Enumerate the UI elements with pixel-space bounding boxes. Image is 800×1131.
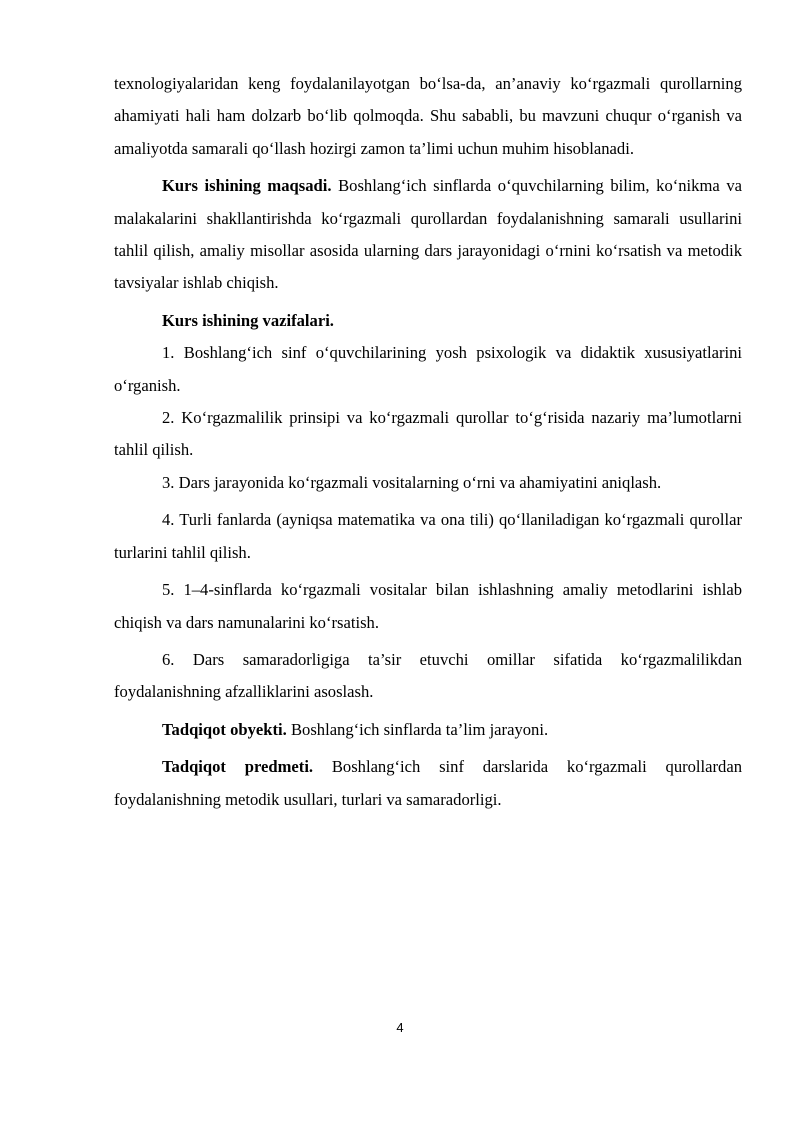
page-number: 4 — [396, 1020, 404, 1035]
task-item-1: 1. Boshlang‘ich sinf o‘quvchilarining yosh psixologik va didaktik xususiyatlarini o‘rganish. — [114, 343, 742, 395]
purpose-text: Boshlang‘ich sinflarda o‘quvchilarning bilim, ko‘nikma va malakalarini shakllantirishda ko‘rgazmali qurollardan foydalanishning samarali usullarini tahlil qilish, amaliy misollar asosida ularning dars jarayonidagi o‘rnini ko‘rsatish va metodik tavsiyalar ishlab chiqish. — [114, 176, 742, 293]
task-item-2: 2. Ko‘rgazmalilik prinsipi va ko‘rgazmali qurollar to‘g‘risida nazariy ma’lumotlarni tahlil qilish. — [114, 408, 742, 460]
page-body — [114, 68, 742, 816]
object-paragraph — [114, 714, 742, 746]
subject-paragraph — [114, 751, 742, 816]
purpose-paragraph — [114, 170, 742, 300]
subject-heading: Tadqiqot predmeti. — [162, 757, 314, 777]
object-heading: Tadqiqot obyekti. — [162, 719, 287, 739]
task-item-6: 6. Dars samaradorligiga ta’sir etuvchi omillar sifatida ko‘rgazmalilikdan foydalanishning afzalliklarini asoslash. — [114, 649, 742, 702]
intro-paragraph: texnologiyalaridan keng foydalanilayotgan bo‘lsa-da, an’anaviy ko‘rgazmali qurollarning ahamiyati hali ham dolzarb bo‘lib qolmoqda. Shu sababli, bu mavzuni chuqur o‘rganish va amaliyotda samarali qo‘llash hozirgi zamon ta’limi uchun muhim hisoblanadi. — [114, 74, 742, 158]
tasks-heading-text: Kurs ishining vazifalari. — [162, 310, 334, 330]
task-item-3: 3. Dars jarayonida ko‘rgazmali vositalarning o‘rni va ahamiyatini aniqlash. — [162, 472, 662, 492]
subject-text: Boshlang‘ich sinf darslarida ko‘rgazmali qurollardan foydalanishning metodik usullari, turlari va samaradorligi. — [114, 757, 743, 809]
tasks-heading — [114, 305, 742, 337]
purpose-heading: Kurs ishining maqsadi. — [162, 176, 332, 196]
task-item-4: 4. Turli fanlarda (ayniqsa matematika va ona tili) qo‘llaniladigan ko‘rgazmali qurollar turlarini tahlil qilish. — [114, 510, 742, 562]
object-text: Boshlang‘ich sinflarda ta’lim jarayoni. — [286, 719, 549, 739]
task-item-5: 5. 1–4-sinflarda ko‘rgazmali vositalar bilan ishlashning amaliy metodlarini ishlab chiqish va dars namunalarini ko‘rsatish. — [114, 580, 742, 632]
